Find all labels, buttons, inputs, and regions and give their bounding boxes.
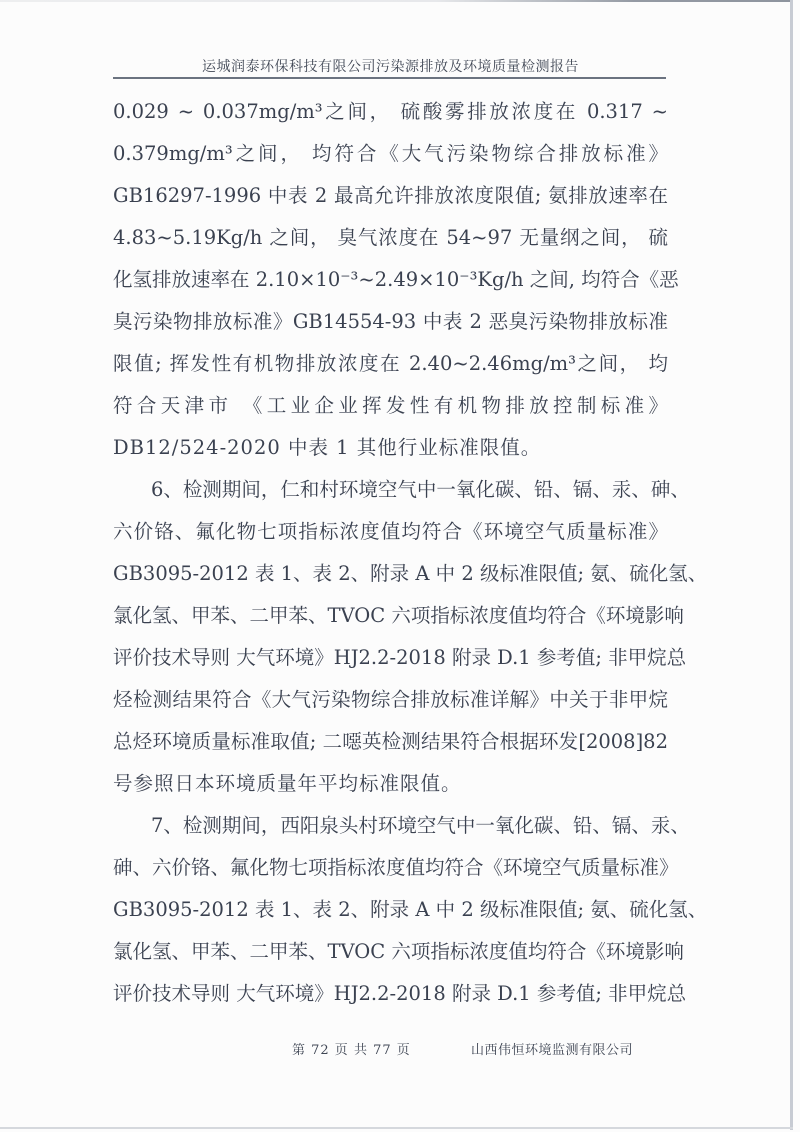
- body-line: 总烃环境质量标准取值; 二噁英检测结果符合根据环发[2008]82: [113, 730, 668, 753]
- header-divider-line: [113, 77, 666, 79]
- scan-edge-bottom: [0, 1127, 793, 1129]
- body-line: 评价技术导则 大气环境》HJ2.2-2018 附录 D.1 参考值; 非甲烷总: [113, 982, 687, 1005]
- footer-company-name: 山西伟恒环境监测有限公司: [471, 1043, 634, 1058]
- body-line: 氯化氢、甲苯、二甲苯、TVOC 六项指标浓度值均符合《环境影响: [113, 940, 684, 963]
- scan-edge-right: [790, 0, 793, 1130]
- body-line: 限值; 挥发性有机物排放浓度在 2.40~2.46mg/m³之间， 均: [113, 352, 668, 375]
- footer-page-number: 第 72 页 共 77 页: [292, 1043, 411, 1058]
- body-line: 0.029 ~ 0.037mg/m³之间， 硫酸雾排放浓度在 0.317 ~: [113, 100, 668, 123]
- body-line-paragraph-end: 号参照日本环境质量年平均标准限值。: [113, 772, 462, 795]
- body-line: 臭污染物排放标准》GB14554-93 中表 2 恶臭污染物排放标准: [113, 310, 668, 333]
- body-line: 评价技术导则 大气环境》HJ2.2-2018 附录 D.1 参考值; 非甲烷总: [113, 646, 687, 669]
- scan-edge-top: [0, 0, 793, 2]
- report-body-text: [113, 91, 708, 1015]
- body-line: 砷、六价铬、氟化物七项指标浓度值均符合《环境空气质量标准》: [113, 856, 679, 879]
- body-line: 符合天津市 《工业企业挥发性有机物排放控制标准》: [113, 394, 668, 417]
- body-line: GB3095-2012 表 1、表 2、附录 A 中 2 级标准限值; 氨、硫化氢、: [113, 898, 708, 921]
- body-line: 0.379mg/m³之间， 均符合《大气污染物综合排放标准》: [113, 142, 668, 165]
- body-line: 烃检测结果符合《大气污染物综合排放标准详解》中关于非甲烷: [113, 688, 668, 711]
- body-line-paragraph-7-start: 7、检测期间，西阳泉头村环境空气中一氧化碳、铅、镉、汞、: [151, 814, 690, 837]
- body-line: 4.83~5.19Kg/h 之间， 臭气浓度在 54~97 无量纲之间， 硫: [113, 226, 668, 249]
- body-line-paragraph-6-start: 6、检测期间，仁和村环境空气中一氧化碳、铅、镉、汞、砷、: [151, 478, 690, 501]
- body-line: GB16297-1996 中表 2 最高允许排放浓度限值; 氨排放速率在: [113, 184, 668, 207]
- body-line: 氯化氢、甲苯、二甲苯、TVOC 六项指标浓度值均符合《环境影响: [113, 604, 684, 627]
- page-header-title: 运城润泰环保科技有限公司污染源排放及环境质量检测报告: [202, 59, 579, 75]
- body-line: 六价铬、氟化物七项指标浓度值均符合《环境空气质量标准》: [113, 520, 668, 543]
- body-line: 化氢排放速率在 2.10×10⁻³~2.49×10⁻³Kg/h 之间, 均符合《恶: [113, 268, 679, 291]
- body-line-paragraph-end: DB12/524-2020 中表 1 其他行业标准限值。: [113, 436, 542, 459]
- body-line: GB3095-2012 表 1、表 2、附录 A 中 2 级标准限值; 氨、硫化氢、: [113, 562, 708, 585]
